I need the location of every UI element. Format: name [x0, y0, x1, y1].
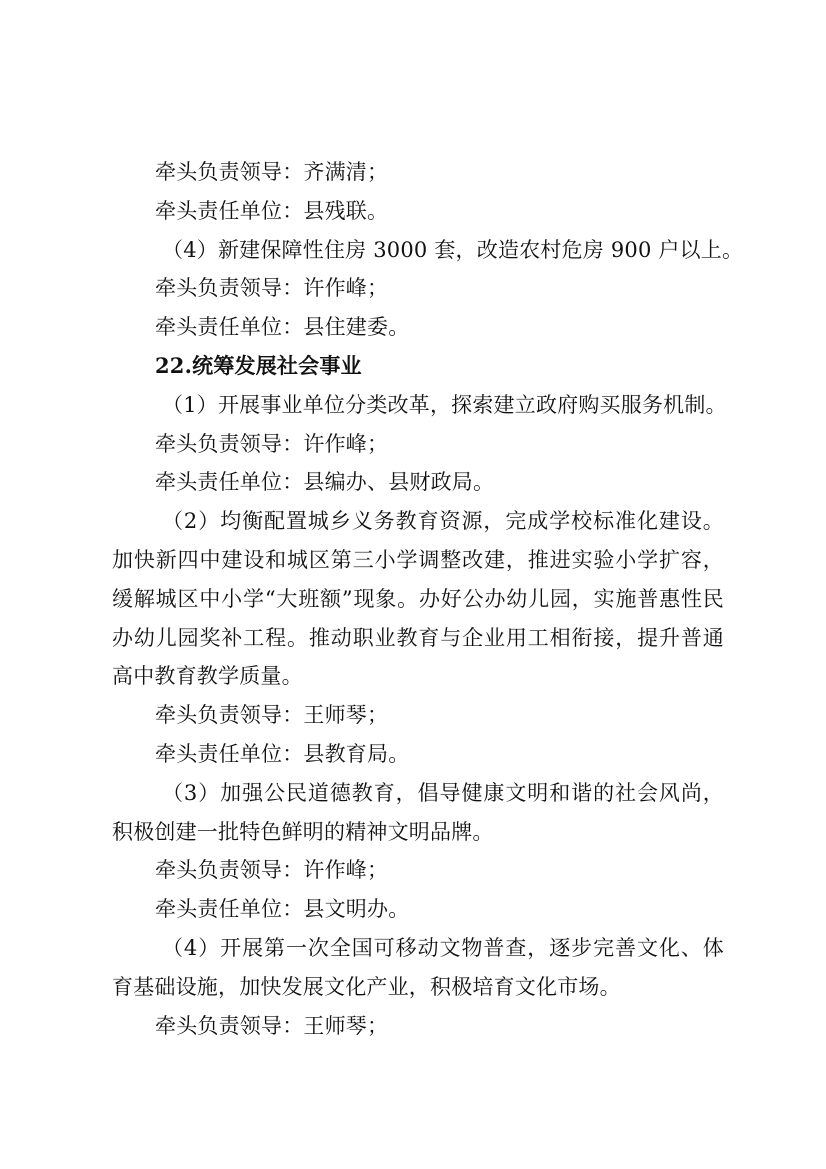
leader-line: 牵头负责领导：许作峰；: [155, 431, 389, 456]
item-paragraph: （4）新建保障性住房 3000 套，改造农村危房 900 户以上。: [162, 237, 744, 262]
unit-line: 牵头责任单位：县文明办。: [155, 897, 410, 922]
item-paragraph: （3）加强公民道德教育，倡导健康文明和谐的社会风尚，积极创建一批特色鲜明的精神文明品牌。: [112, 780, 724, 844]
item-paragraph: （1）开展事业单位分类改革，探索建立政府购买服务机制。: [162, 392, 727, 417]
leader-line: 牵头负责领导：许作峰；: [155, 276, 389, 301]
leader-line: 牵头负责领导：齐满清；: [155, 160, 389, 184]
unit-line: 牵头责任单位：县住建委。: [155, 315, 410, 340]
unit-line: 牵头责任单位：县编办、县财政局。: [155, 470, 495, 495]
leader-line: 牵头负责领导：王师琴；: [155, 703, 389, 728]
leader-line: 牵头负责领导：许作峰；: [155, 858, 389, 883]
leader-line: 牵头负责领导：王师琴；: [155, 1013, 389, 1038]
item-paragraph: （2）均衡配置城乡义务教育资源，完成学校标准化建设。加快新四中建设和城区第三小学调整改建，推进实验小学扩容，缓解城区中小学“大班额”现象。办好公办幼儿园，实施普惠性民办幼儿园奖补工程。推动职业教育与企业用工相衔接，提升普通高中教育教学质量。: [112, 509, 724, 689]
section-heading: 22.统筹发展社会事业: [155, 352, 362, 378]
item-paragraph: （4）开展第一次全国可移动文物普查，逐步完善文化、体育基础设施，加快发展文化产业，积极培育文化市场。: [112, 935, 724, 999]
unit-line: 牵头责任单位：县教育局。: [155, 741, 410, 766]
unit-line: 牵头责任单位：县残联。: [155, 198, 389, 223]
document-body: [112, 153, 744, 1045]
